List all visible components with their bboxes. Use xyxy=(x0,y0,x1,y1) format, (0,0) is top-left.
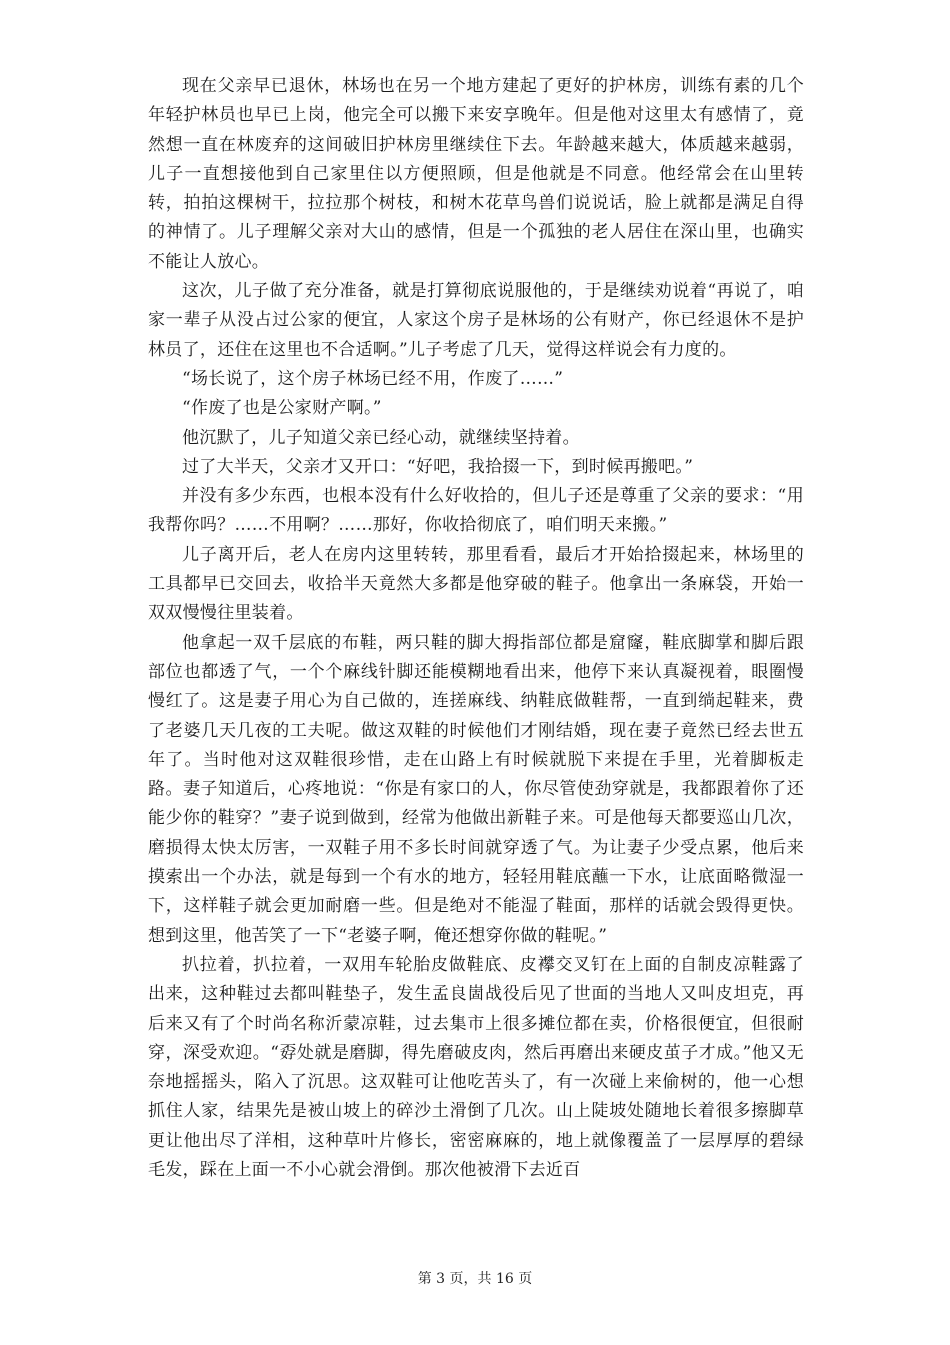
document-body xyxy=(148,72,804,1185)
paragraph: 这次，儿子做了充分准备，就是打算彻底说服他的，于是继续劝说着“再说了，咱家一辈子从没占过公家的便宜，人家这个房子是林场的公有财产，你已经退休不是护林员了，还住在这里也不合适啊。”儿子考虑了几天，觉得这样说会有力度的。 xyxy=(148,281,804,360)
paragraph: 儿子离开后，老人在房内这里转转，那里看看，最后才开始拾掇起来，林场里的工具都早已交回去，收拾半天竟然大多都是他穿破的鞋子。他拿出一条麻袋，开始一双双慢慢往里装着。 xyxy=(148,544,804,624)
paragraph: 他沉默了，儿子知道父亲已经心动，就继续坚持着。 xyxy=(182,427,580,448)
paragraph: 他拿起一双千层底的布鞋，两只鞋的脚大拇指部位都是窟窿，鞋底脚掌和脚后跟部位也都透了气，一个个麻线针脚还能模糊地看出来，他停下来认真凝视着，眼圈慢慢红了。这是妻子用心为自己做的，连搓麻线、纳鞋底做鞋帮，一直到绱起鞋来，费了老婆几天几夜的工夫呢。做这双鞋的时候他们才刚结婚，现在妻子竟然已经去世五年了。当时他对这双鞋很珍惜，走在山路上有时候就脱下来提在手里，光着脚板走路。妻子知道后，心疼地说：“你是有家口的人，你尽管使劲穿就是，我都跟着你了还能少你的鞋穿？”妻子说到做到，经常为他做出新鞋子来。可是他每天都要巡山几次，磨损得太快太厉害，一双鞋子用不多长时间就穿透了气。为让妻子少受点累，他后来摸索出一个办法，就是每到一个有水的地方，轻轻用鞋底蘸一下水，让底面略微湿一下，这样鞋子就会更加耐磨一些。但是绝对不能湿了鞋面，那样的话就会毁得更快。想到这里，他苦笑了一下“老婆子啊，俺还想穿你做的鞋呢。” xyxy=(148,632,804,946)
page-number-footer: 第 3 页，共 16 页 xyxy=(417,1271,533,1287)
paragraph: 扒拉着，扒拉着，一双用车轮胎皮做鞋底、皮襻交叉钉在上面的自制皮凉鞋露了出来，这种鞋过去都叫鞋垫子，发生孟良崮战役后见了世面的当地人又叫皮坦克，再后来又有了个时尚名称沂蒙凉鞋，过去集市上很多摊位都在卖，价格很便宜，但很耐穿，深受欢迎。“孬处就是磨脚，得先磨破皮肉，然后再磨出来硬皮茧子才成。”他又无奈地摇摇头，陷入了沉思。这双鞋可让他吃苦头了，有一次碰上来偷树的，他一心想抓住人家，结果先是被山坡上的碎沙土滑倒了几次。山上陡坡处随地长着很多擦脚草更让他出尽了洋相，这种草叶片修长，密密麻麻的，地上就像覆盖了一层厚厚的碧绿毛发，踩在上面一不小心就会滑倒。那次他被滑下去近百 xyxy=(148,954,804,1180)
paragraph: “作废了也是公家财产啊。” xyxy=(182,398,382,419)
paragraph: 并没有多少东西，也根本没有什么好收拾的，但儿子还是尊重了父亲的要求：“用我帮你吗？……不用啊？……那好，你收拾彻底了，咱们明天来搬。” xyxy=(148,486,804,536)
paragraph: “场长说了，这个房子林场已经不用，作废了……” xyxy=(182,368,564,389)
paragraph: 过了大半天，父亲才又开口：“好吧，我拾掇一下，到时候再搬吧。” xyxy=(182,456,694,477)
paragraph: 现在父亲早已退休，林场也在另一个地方建起了更好的护林房，训练有素的几个年轻护林员也早已上岗，他完全可以搬下来安享晚年。但是他对这里太有感情了，竟然想一直在林废弃的这间破旧护林房里继续住下去。年龄越来越大，体质越来越弱，儿子一直想接他到自己家里住以方便照顾，但是他就是不同意。他经常会在山里转转，拍拍这棵树干，拉拉那个树枝，和树木花草鸟兽们说说话，脸上就都是满足自得的神情了。儿子理解父亲对大山的感情，但是一个孤独的老人居住在深山里，也确实不能让人放心。 xyxy=(148,76,804,272)
